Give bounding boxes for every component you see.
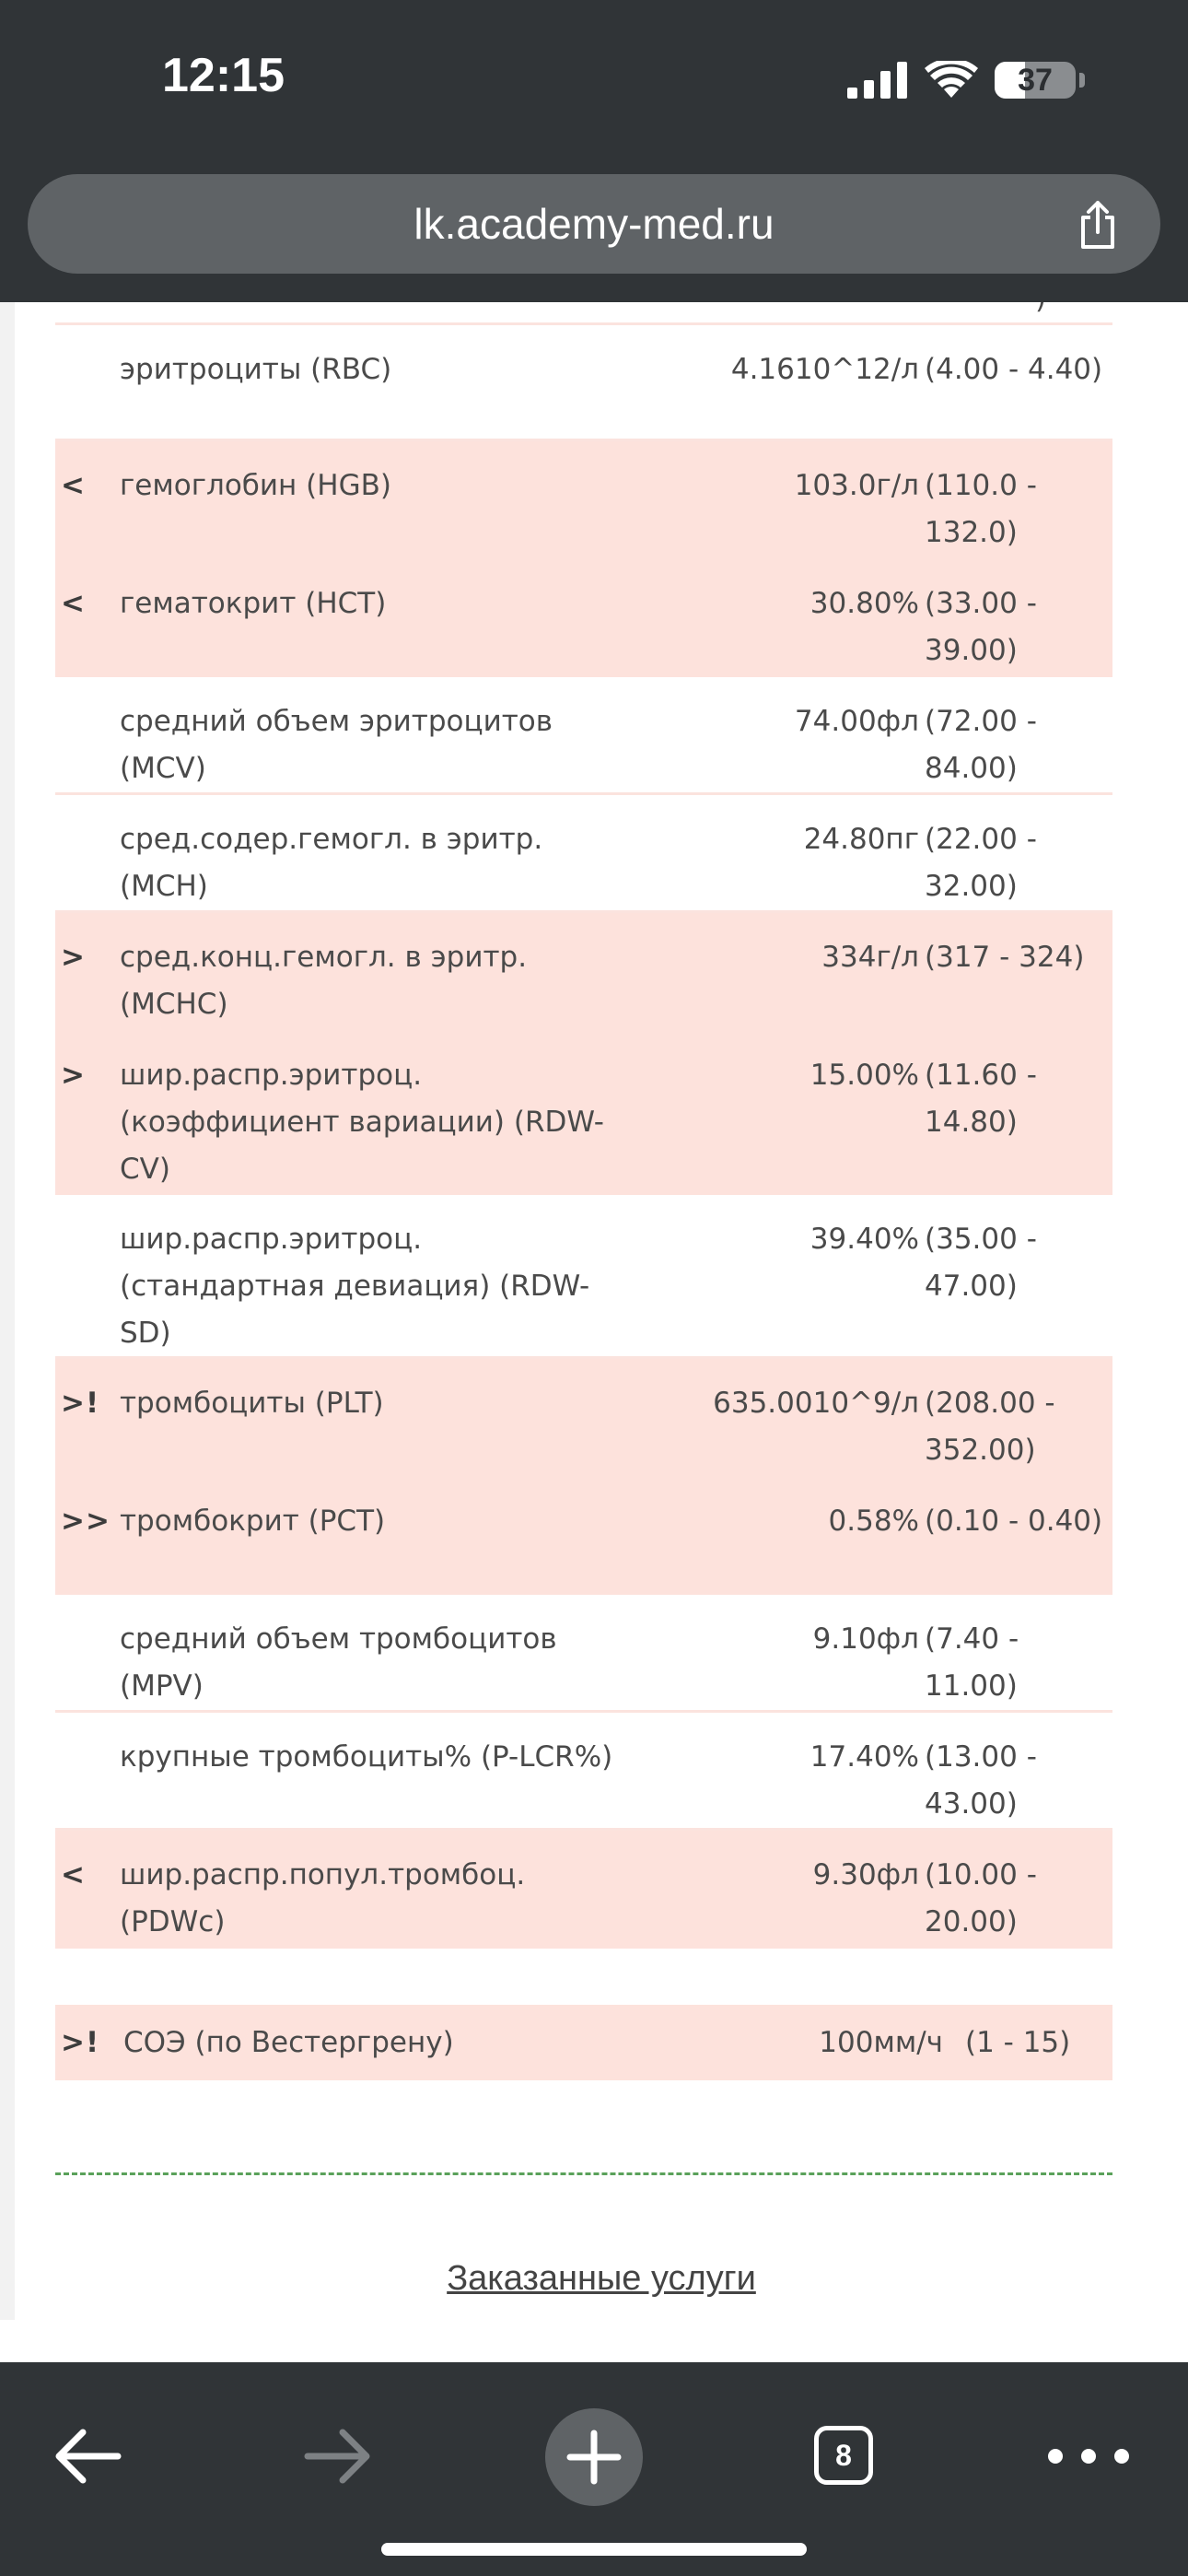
result-name: шир.распр.попул.тромбоц. (PDWc) xyxy=(120,1858,526,1938)
result-row xyxy=(55,1359,1112,1477)
battery-nub xyxy=(1079,73,1085,88)
esr-row xyxy=(55,2005,1112,2080)
result-flag: >! xyxy=(61,1387,100,1420)
result-value: 15.00% xyxy=(809,1059,919,1092)
tabs-button[interactable]: 8 xyxy=(814,2426,873,2485)
result-name: сред.конц.гемогл. в эритр. (MCHC) xyxy=(120,941,528,1021)
result-flag: >! xyxy=(61,2026,100,2059)
url-text[interactable]: lk.academy-med.ru xyxy=(413,200,775,248)
result-name: шир.распр.эритроц. (стандартная девиация) (RDW-SD) xyxy=(120,1223,590,1350)
web-page xyxy=(0,302,1188,2320)
result-row xyxy=(55,1195,1112,1359)
result-range: (1 - 15) xyxy=(965,2026,1071,2059)
result-row xyxy=(55,1595,1112,1713)
result-name: гематокрит (HCT) xyxy=(120,587,387,620)
result-range: (35.00 - 47.00) xyxy=(925,1223,1037,1303)
new-tab-button[interactable] xyxy=(545,2408,643,2506)
status-icons xyxy=(847,57,1085,103)
result-range: (208.00 - 352.00) xyxy=(925,1387,1055,1467)
result-value: 9.30фл xyxy=(812,1858,919,1891)
result-flag: < xyxy=(61,469,86,502)
result-range: (33.00 - 39.00) xyxy=(925,587,1037,667)
result-value: 17.40% xyxy=(809,1740,919,1774)
wifi-icon xyxy=(925,61,978,100)
result-value: 4.1610^12/л xyxy=(730,353,919,386)
result-flag: < xyxy=(61,1858,86,1891)
result-range: (10.00 - 20.00) xyxy=(925,1858,1037,1938)
cellular-signal-icon xyxy=(847,62,908,99)
result-value: 30.80% xyxy=(809,587,919,620)
result-range: (0.10 - 0.40) xyxy=(925,1505,1103,1538)
result-range: (13.00 - 43.00) xyxy=(925,1740,1037,1821)
battery-percent: 37 xyxy=(1018,62,1053,98)
result-row xyxy=(55,1713,1112,1831)
result-name: средний объем эритроцитов (MCV) xyxy=(120,705,553,785)
result-value: 39.40% xyxy=(809,1223,919,1256)
plus-icon xyxy=(545,2408,643,2506)
result-flag: < xyxy=(61,587,86,620)
result-flag: > xyxy=(61,1059,86,1092)
result-range: (4.00 - 4.40) xyxy=(925,353,1103,386)
result-range: (317 - 324) xyxy=(925,941,1085,974)
result-row xyxy=(55,441,1112,559)
result-value: 9.10фл xyxy=(812,1622,919,1656)
result-row xyxy=(55,559,1112,677)
result-value: 103.0г/л xyxy=(794,469,919,502)
home-indicator[interactable] xyxy=(381,2543,807,2556)
result-value: 334г/л xyxy=(821,941,919,974)
section-divider xyxy=(55,2172,1112,2175)
result-name: средний объем тромбоцитов (MPV) xyxy=(120,1622,557,1703)
back-arrow-icon[interactable] xyxy=(53,2427,122,2486)
result-row xyxy=(55,1477,1112,1595)
cut-off-row xyxy=(55,302,1112,325)
result-name: гемоглобин (HGB) xyxy=(120,469,391,502)
browser-top-chrome xyxy=(0,0,1188,302)
result-row xyxy=(55,325,1112,441)
result-value: 100мм/ч xyxy=(819,2026,943,2059)
ordered-services-link[interactable]: Заказанные услуги xyxy=(447,2259,756,2298)
result-value: 635.0010^9/л xyxy=(713,1387,919,1420)
more-icon[interactable] xyxy=(1046,2447,1131,2465)
status-time: 12:15 xyxy=(162,49,285,102)
result-name: крупные тромбоциты% (P-LCR%) xyxy=(120,1740,613,1774)
result-value: 24.80пг xyxy=(803,823,919,856)
result-name: тромбокрит (PCT) xyxy=(120,1505,386,1538)
page-content xyxy=(15,302,1188,2320)
result-name: СОЭ (по Вестергрену) xyxy=(123,2026,454,2059)
result-row xyxy=(55,795,1112,913)
result-range: (110.0 - 132.0) xyxy=(925,469,1037,549)
result-range: (7.40 - 11.00) xyxy=(925,1622,1019,1703)
result-row xyxy=(55,1831,1112,1949)
result-range: (11.60 - 14.80) xyxy=(925,1059,1037,1139)
result-row xyxy=(55,677,1112,795)
share-icon[interactable] xyxy=(1072,199,1124,251)
result-name: эритроциты (RBC) xyxy=(120,353,392,386)
result-row xyxy=(55,913,1112,1031)
result-range: (22.00 - 32.00) xyxy=(925,823,1037,903)
result-flag: > xyxy=(61,941,86,974)
result-name: сред.содер.гемогл. в эритр. (MCH) xyxy=(120,823,543,903)
result-row xyxy=(55,1031,1112,1195)
result-flag: >> xyxy=(61,1505,111,1538)
result-range: (72.00 - 84.00) xyxy=(925,705,1037,785)
result-value: 0.58% xyxy=(828,1505,919,1538)
result-name: тромбоциты (PLT) xyxy=(120,1387,384,1420)
results-table xyxy=(55,302,1112,1949)
result-value: 74.00фл xyxy=(794,705,919,738)
result-name: шир.распр.эритроц. (коэффициент вариации) (RDW-CV) xyxy=(120,1059,604,1186)
forward-arrow-icon[interactable] xyxy=(304,2427,372,2486)
address-bar[interactable] xyxy=(28,174,1160,274)
battery-icon xyxy=(995,62,1076,99)
